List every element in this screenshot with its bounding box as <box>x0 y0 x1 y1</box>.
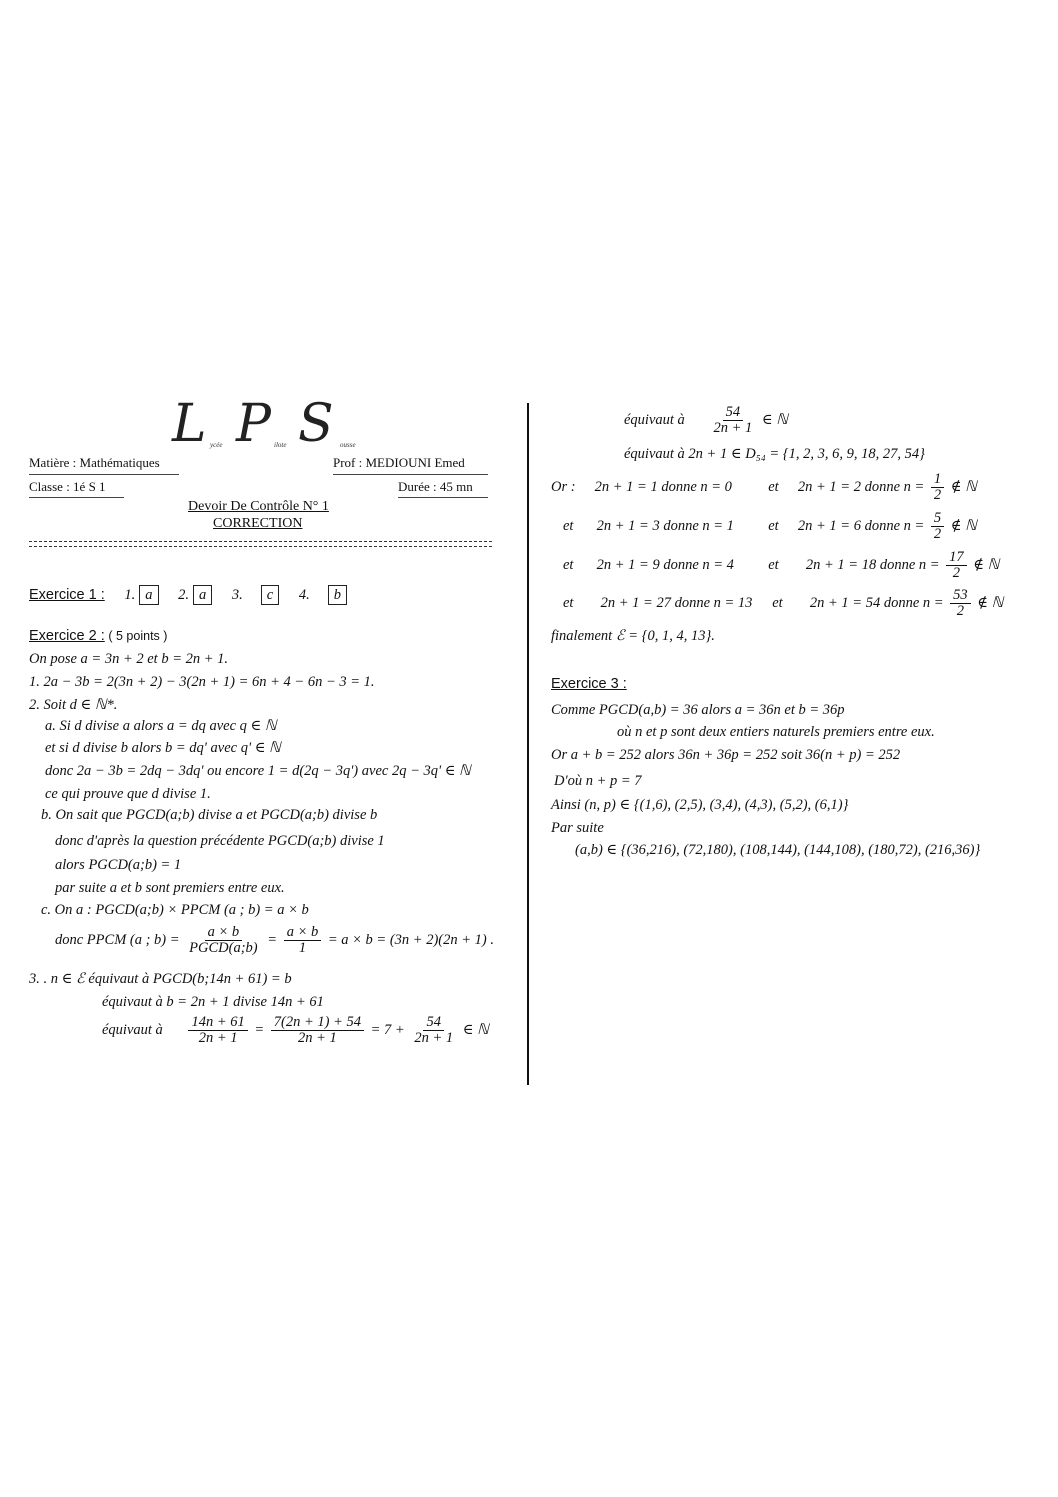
logo-word-2: ilote <box>274 441 287 449</box>
right-l1-suffix: ∈ ℕ <box>761 411 788 428</box>
fraction-7-2n1-54 <box>271 1015 364 1046</box>
subject-label: Matière : Mathématiques <box>29 455 160 470</box>
or-row-1-right: 2n + 1 = 2 donne n = <box>797 478 925 495</box>
fraction-numerator: 5 <box>931 511 944 527</box>
class-label: Classe : 1é S 1 <box>29 479 106 494</box>
fraction-numerator: 7(2n + 1) + 54 <box>271 1015 364 1031</box>
fraction-denominator: 2n + 1 <box>414 1030 454 1046</box>
exercise-3-title: Exercice 3 : <box>551 676 627 692</box>
ex3-line-5: Ainsi (n, p) ∈ {(1,6), (2,5), (3,4), (4,3), (5,2), (6,1)} <box>551 797 849 813</box>
logo-letter-s: S <box>298 394 334 454</box>
not-in-n: ∉ ℕ <box>977 594 1004 611</box>
ex2-line-16 <box>102 1015 489 1046</box>
fraction-5-over-2 <box>931 511 944 542</box>
ex2-l13-suffix: = a × b = (3n + 2)(2n + 1) . <box>327 931 494 948</box>
or-row-1 <box>551 472 977 503</box>
fraction-17-over-2 <box>946 550 967 581</box>
fraction-numerator: a × b <box>205 925 243 941</box>
or-label: Or : <box>551 478 576 495</box>
subject-underline <box>29 474 179 475</box>
et-label: et <box>768 517 779 534</box>
ex3-line-2: où n et p sont deux entiers naturels premiers entre eux. <box>617 724 935 740</box>
et-label: et <box>563 594 574 611</box>
ex2-l13-prefix: donc PPCM (a ; b) = <box>55 931 180 948</box>
or-row-1-left: 2n + 1 = 1 donne n = 0 <box>594 478 732 495</box>
fraction-denominator: 2 <box>952 565 961 581</box>
final-set: finalement ℰ = {0, 1, 4, 13}. <box>551 628 715 644</box>
fraction-numerator: 1 <box>931 472 944 488</box>
class-underline <box>29 497 124 498</box>
fraction-numerator: 54 <box>723 405 744 421</box>
exercise-2-points: ( 5 points ) <box>108 629 168 643</box>
fraction-numerator: a × b <box>284 925 322 941</box>
or-row-2-right: 2n + 1 = 6 donne n = <box>797 517 925 534</box>
ex2-line-6: donc 2a − 3b = 2dq − 3dq' ou encore 1 = d(2q − 3q') avec 2q − 3q' ∈ ℕ <box>45 763 471 779</box>
et-label: et <box>768 478 779 495</box>
fraction-1-over-2 <box>931 472 944 503</box>
teacher-label: Prof : MEDIOUNI Emed <box>333 455 465 470</box>
ex3-line-7: (a,b) ∈ {(36,216), (72,180), (108,144), (144,108), (180,72), (216,36)} <box>575 842 981 858</box>
fraction-denominator: 2n + 1 <box>298 1030 337 1046</box>
not-in-n: ∉ ℕ <box>973 556 1000 573</box>
ex2-line-12: c. On a : PGCD(a;b) × PPCM (a ; b) = a × b <box>41 902 309 918</box>
logo-letter-l: L <box>172 394 207 454</box>
fraction-numerator: 14n + 61 <box>188 1015 247 1031</box>
fraction-ab-over-one <box>284 925 322 956</box>
fraction-denominator: 2 <box>933 487 942 503</box>
ex2-line-11: par suite a et b sont premiers entre eux. <box>55 880 285 896</box>
fraction-numerator: 54 <box>423 1015 444 1031</box>
exercise-2-title: Exercice 2 : <box>29 628 105 644</box>
et-label: et <box>563 556 574 573</box>
equals-sign: = <box>254 1021 265 1038</box>
not-in-n: ∉ ℕ <box>950 517 977 534</box>
or-row-3-right: 2n + 1 = 18 donne n = <box>805 556 940 573</box>
or-row-4-left: 2n + 1 = 27 donne n = 13 <box>600 594 753 611</box>
ex2-line-10: alors PGCD(a;b) = 1 <box>55 857 182 873</box>
ex2-line-13 <box>55 925 494 956</box>
exercise-1 <box>29 585 347 605</box>
et-label: et <box>768 556 779 573</box>
fraction-denominator: 2n + 1 <box>713 420 753 436</box>
fraction-54-over-2n1-right <box>710 405 755 436</box>
ex2-l16-mid: = 7 + <box>370 1021 405 1038</box>
ex2-line-9: donc d'après la question précédente PGCD(a;b) divise 1 <box>55 833 385 849</box>
exercise-2-header <box>29 628 167 645</box>
fraction-denominator: 2 <box>933 526 942 542</box>
exercise-1-title: Exercice 1 : <box>29 587 105 603</box>
ex2-line-14: 3. . n ∈ ℰ équivaut à PGCD(b;14n + 61) = b <box>29 971 292 987</box>
ex1-q4-num: 4. <box>298 587 310 603</box>
right-line-1 <box>624 405 788 436</box>
right-line-2: équivaut à 2n + 1 ∈ D₅₄ = {1, 2, 3, 6, 9, 18, 27, 54} <box>624 446 925 462</box>
test-title: Devoir De Contrôle N° 1 <box>188 499 329 514</box>
logo-word-3: ousse <box>340 441 356 449</box>
ex1-q3-num: 3. <box>231 587 243 603</box>
fraction-denominator: 1 <box>298 940 307 956</box>
separator-top <box>29 541 492 542</box>
ex2-line-8: b. On sait que PGCD(a;b) divise a et PGCD(a;b) divise b <box>41 807 378 823</box>
ex2-line-1: On pose a = 3n + 2 et b = 2n + 1. <box>29 651 229 667</box>
fraction-53-over-2 <box>950 588 971 619</box>
not-in-n: ∉ ℕ <box>950 478 977 495</box>
duration-underline <box>398 497 488 498</box>
or-row-2 <box>563 511 977 542</box>
ex2-l16-suffix: ∈ ℕ <box>462 1021 489 1038</box>
teacher-underline <box>333 474 488 475</box>
ex1-q4-answer: b <box>328 585 347 605</box>
fraction-54-over-2n1 <box>411 1015 456 1046</box>
ex2-line-2: 1. 2a − 3b = 2(3n + 2) − 3(2n + 1) = 6n + 4 − 6n − 3 = 1. <box>29 674 375 690</box>
et-label: et <box>772 594 783 611</box>
fraction-denominator: PGCD(a;b) <box>189 940 258 956</box>
ex1-q1-num: 1. <box>124 587 136 603</box>
ex1-q2-num: 2. <box>178 587 189 603</box>
ex2-line-7: ce qui prouve que d divise 1. <box>45 786 211 802</box>
or-row-3 <box>563 550 999 581</box>
et-label: et <box>563 517 574 534</box>
ex1-q3-answer: c <box>261 585 279 605</box>
duration-label: Durée : 45 mn <box>398 479 473 494</box>
ex3-line-3: Or a + b = 252 alors 36n + 36p = 252 soit 36(n + p) = 252 <box>551 747 901 763</box>
fraction-ab-over-pgcd <box>186 925 260 956</box>
ex2-l16-prefix: équivaut à <box>102 1021 163 1038</box>
correction-title: CORRECTION <box>213 516 303 531</box>
or-row-4 <box>563 588 1003 619</box>
ex1-q2-answer: a <box>193 585 212 605</box>
ex3-line-1: Comme PGCD(a,b) = 36 alors a = 36n et b = 36p <box>551 702 845 718</box>
ex2-line-4: a. Si d divise a alors a = dq avec q ∈ ℕ <box>45 718 277 734</box>
logo-word-1: ycée <box>210 441 223 449</box>
ex3-line-4: D'où n + p = 7 <box>554 773 642 789</box>
or-row-2-left: 2n + 1 = 3 donne n = 1 <box>596 517 734 534</box>
separator-bottom <box>29 546 492 547</box>
column-divider <box>527 403 529 1085</box>
fraction-denominator: 2 <box>956 603 965 619</box>
ex2-line-5: et si d divise b alors b = dq' avec q' ∈ ℕ <box>45 740 281 756</box>
ex2-line-3: 2. Soit d ∈ ℕ*. <box>29 697 118 713</box>
fraction-denominator: 2n + 1 <box>198 1030 238 1046</box>
fraction-numerator: 53 <box>950 588 971 604</box>
or-row-4-right: 2n + 1 = 54 donne n = <box>809 594 944 611</box>
ex3-line-6: Par suite <box>551 820 604 836</box>
fraction-numerator: 17 <box>946 550 967 566</box>
right-l1-prefix: équivaut à <box>624 411 685 428</box>
ex1-q1-answer: a <box>139 585 158 605</box>
fraction-14n61 <box>188 1015 247 1046</box>
logo-letter-p: P <box>236 394 271 454</box>
equals-sign: = <box>267 931 278 948</box>
or-row-3-left: 2n + 1 = 9 donne n = 4 <box>596 556 734 573</box>
ex2-line-15: équivaut à b = 2n + 1 divise 14n + 61 <box>102 994 324 1010</box>
